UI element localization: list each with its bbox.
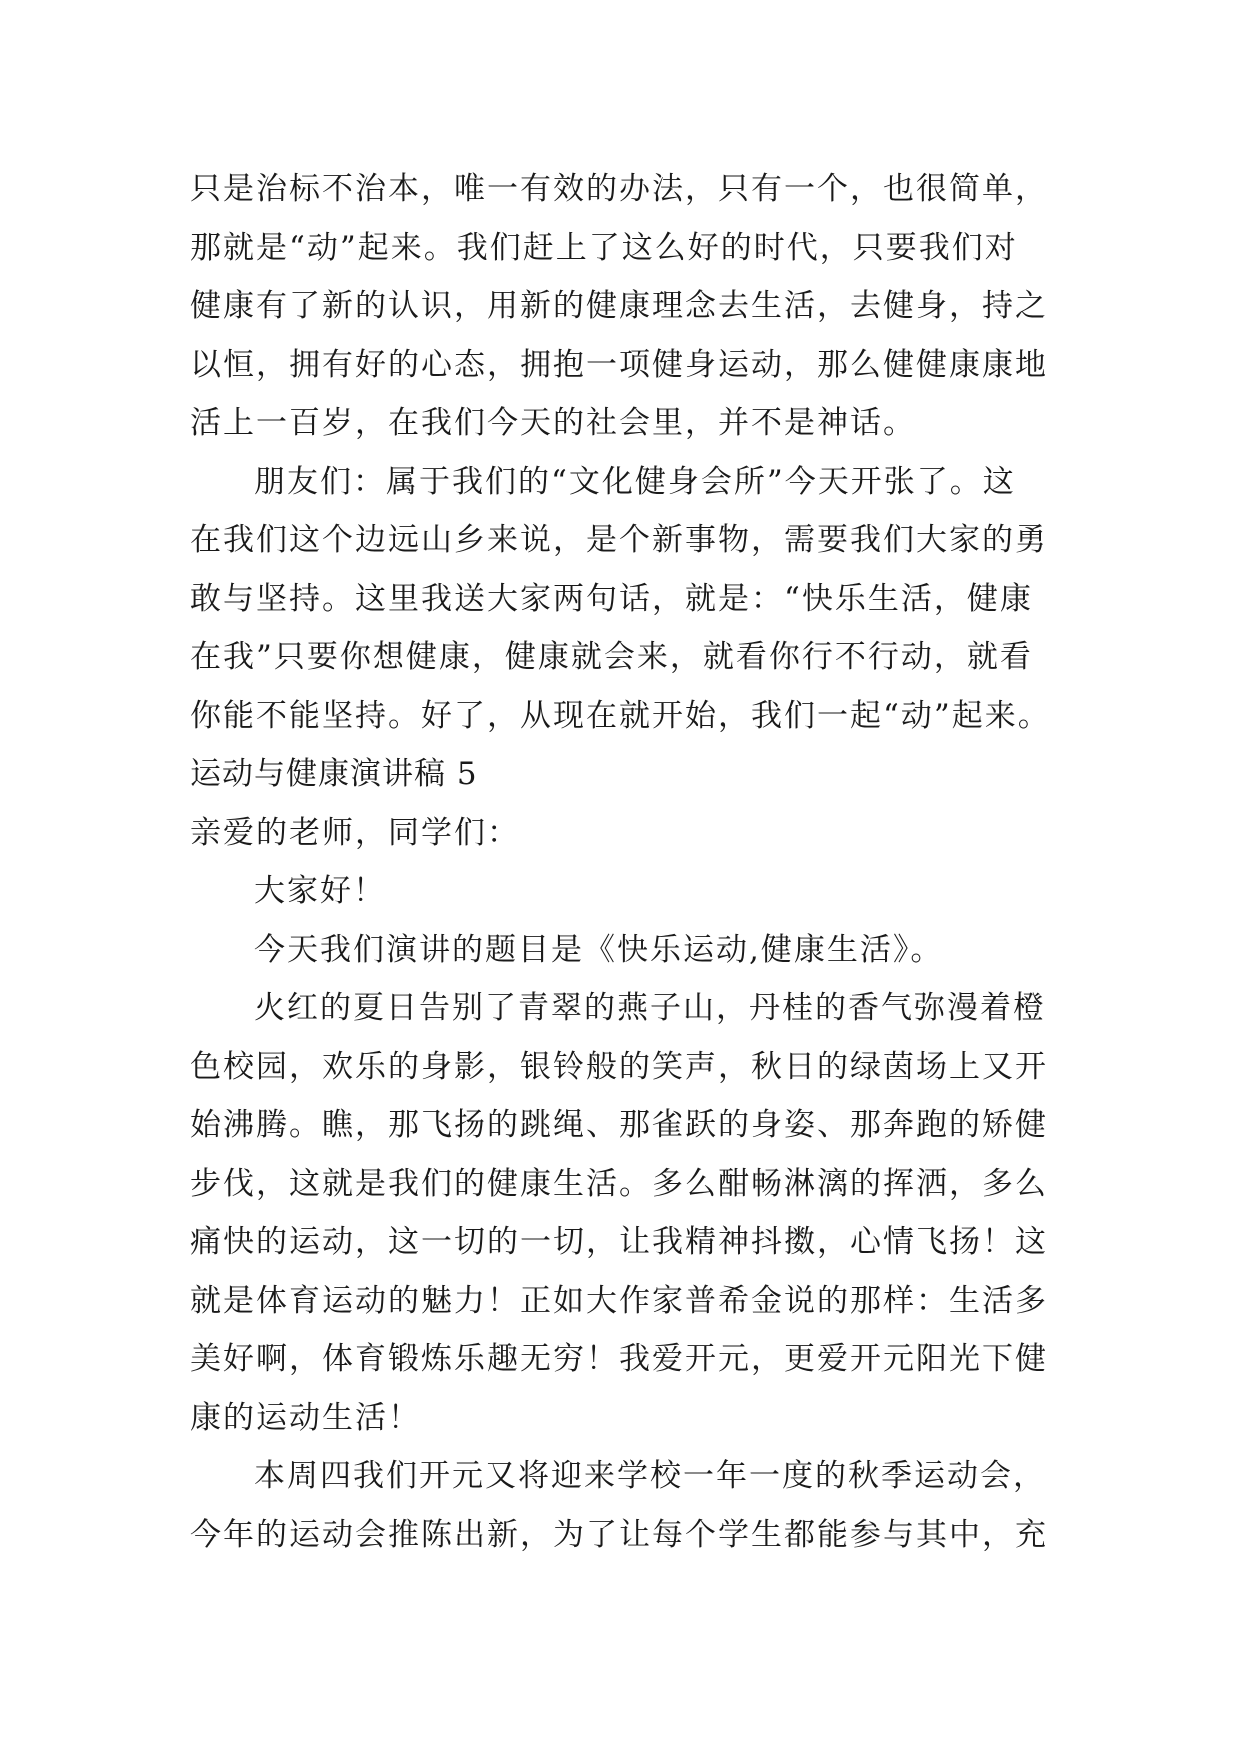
text-line: 活上一百岁，在我们今天的社会里，并不是神话。 [190,405,916,441]
paragraph-start-line: 今天我们演讲的题目是《快乐运动,健康生活》。 [254,931,944,968]
text-line: 在我”只要你想健康，健康就会来，就看你行不行动，就看 [190,639,1033,675]
text-line: 美好啊，体育锻炼乐趣无穷！我爱开元，更爱开元阳光下健 [190,1341,1048,1377]
text-line: 以恒，拥有好的心态，拥抱一项健身运动，那么健健康康地 [190,346,1048,383]
text-line: 在我们这个边远山乡来说，是个新事物，需要我们大家的勇 [190,522,1048,558]
text-line: 步伐，这就是我们的健康生活。多么酣畅淋漓的挥洒，多么 [190,1165,1048,1202]
text-line: 健康有了新的认识，用新的健康理念去生活，去健身，持之 [190,288,1048,324]
text-line: 就是体育运动的魅力！正如大作家普希金说的那样：生活多 [190,1282,1048,1319]
text-line: 康的运动生活！ [190,1399,421,1436]
document-body [190,160,1070,1564]
greeting-line: 大家好！ [254,873,386,909]
section-heading: 运动与健康演讲稿 5 [190,756,478,792]
text-line: 敢与坚持。这里我送大家两句话，就是：“快乐生活，健康 [190,580,1033,617]
text-line: 那就是“动”起来。我们赶上了这么好的时代，只要我们对 [190,229,1018,266]
paragraph-start-line: 火红的夏日告别了青翠的燕子山，丹桂的香气弥漫着橙 [254,990,1046,1026]
text-line: 你能不能坚持。好了，从现在就开始，我们一起“动”起来。 [190,697,1051,734]
text-line: 痛快的运动，这一切的一切，让我精神抖擞，心情飞扬！这 [190,1224,1048,1260]
paragraph-start-line: 朋友们：属于我们的“文化健身会所”今天开张了。这 [254,463,1016,500]
text-line: 色校园，欢乐的身影，银铃般的笑声，秋日的绿茵场上又开 [190,1048,1048,1085]
text-line: 今年的运动会推陈出新，为了让每个学生都能参与其中，充 [190,1516,1048,1553]
text-line: 始沸腾。瞧，那飞扬的跳绳、那雀跃的身姿、那奔跑的矫健 [190,1107,1048,1143]
salutation: 亲爱的老师，同学们： [190,814,520,851]
text-line: 只是治标不治本，唯一有效的办法，只有一个，也很简单， [190,171,1048,207]
paragraph-start-line: 本周四我们开元又将迎来学校一年一度的秋季运动会， [254,1458,1046,1494]
